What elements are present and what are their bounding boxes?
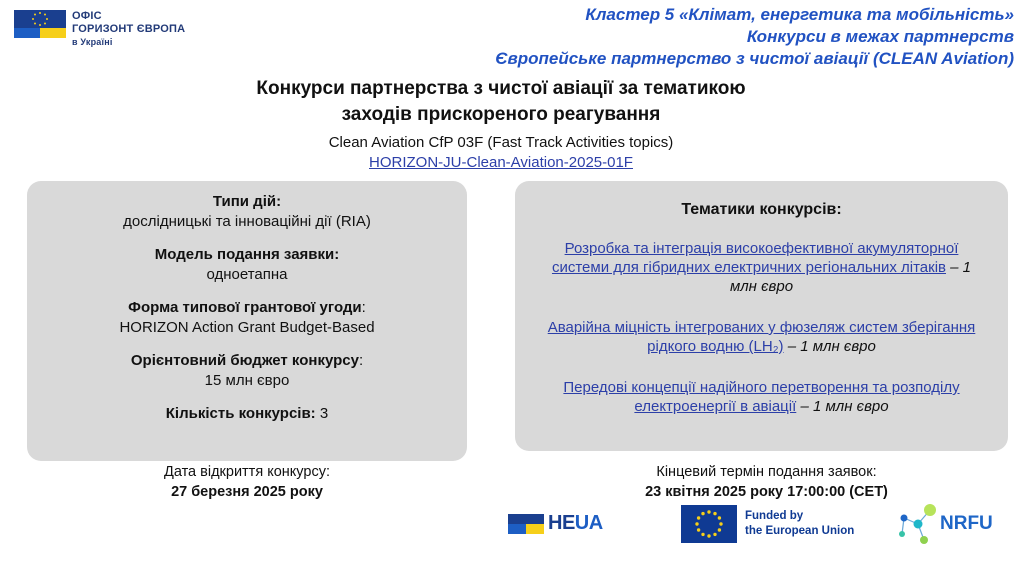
- submission-model-field: [27, 245, 467, 285]
- budget-label: Орієнтовний бюджет конкурсу: [130, 352, 359, 369]
- budget-field: [27, 351, 467, 391]
- topic-funding: – 1 млн євро: [796, 398, 889, 415]
- submission-model-label: Модель подання заявки:: [154, 246, 340, 263]
- budget-colon: :: [358, 352, 364, 369]
- eu-flag-icon: [681, 505, 737, 543]
- topics-heading: Тематики конкурсів:: [681, 201, 842, 218]
- eu-ukraine-flag-icon: [14, 10, 66, 38]
- topic-item: [542, 378, 982, 416]
- cluster-header: [495, 4, 1014, 70]
- call-count-value: 3: [315, 405, 329, 422]
- grant-agreement-colon: :: [361, 299, 366, 316]
- open-date-label: Дата відкриття конкурсу:: [164, 464, 330, 480]
- call-count-label: Кількість конкурсів:: [165, 405, 316, 422]
- budget-value: 15 млн євро: [204, 372, 290, 389]
- topic-funding: – 1 млн євро: [783, 338, 876, 355]
- heua-logo-ua: UA: [574, 512, 603, 534]
- office-logo-line1: ОФІС: [72, 10, 102, 22]
- action-type-label: Типи дій:: [212, 193, 282, 210]
- submission-model-value: одноетапна: [206, 266, 288, 283]
- deadline-label: Кінцевий термін подання заявок:: [656, 464, 877, 480]
- topic-link[interactable]: Аварійна міцність інтегрованих у фюзеляж систем зберігання рідкого водню (LH₂): [547, 319, 976, 355]
- eu-ukraine-flag-icon: [508, 514, 544, 534]
- topic-item: [542, 239, 982, 296]
- office-logo-line3: в Україні: [72, 37, 113, 47]
- cluster-header-line1: Кластер 5 «Клімат, енергетика та мобільність»: [585, 5, 1014, 24]
- heua-logo-text: [548, 512, 603, 535]
- action-type-value: дослідницькі та інноваційні дії (RIA): [123, 213, 371, 230]
- topic-link[interactable]: Передові концепції надійного перетворення та розподілу електроенергії в авіації: [563, 379, 960, 415]
- call-details-panel: [27, 181, 467, 461]
- office-logo-text: [72, 10, 185, 49]
- deadline-value: 23 квітня 2025 року 17:00:00 (CET): [645, 484, 888, 500]
- funded-by-eu-logo: [681, 505, 854, 543]
- topic-link[interactable]: Розробка та інтеграція високоефективної акумуляторної системи для гібридних електричних регіональних літаків: [551, 240, 959, 276]
- topic-item: [542, 318, 982, 356]
- grant-agreement-field: [27, 298, 467, 338]
- funded-line1: Funded by: [745, 510, 804, 522]
- funded-by-eu-text: [745, 509, 854, 539]
- horizon-europe-office-logo: [14, 10, 185, 49]
- deadline-date: [515, 462, 1018, 502]
- cluster-header-line3: Європейське партнерство з чистої авіації (CLEAN Aviation): [495, 49, 1014, 68]
- action-type-field: [27, 192, 467, 232]
- call-count-field: [27, 404, 467, 424]
- grant-agreement-value: HORIZON Action Grant Budget-Based: [119, 319, 375, 336]
- topic-funding: – 1 млн євро: [729, 259, 972, 295]
- heua-logo-he: HE: [548, 512, 575, 534]
- call-code-text: Clean Aviation CfP 03F (Fast Track Activities topics): [328, 134, 674, 151]
- call-topics-panel: [515, 181, 1008, 451]
- grant-agreement-label: Форма типової грантової угоди: [128, 299, 362, 316]
- page-title: [0, 76, 1024, 128]
- molecule-icon: [894, 500, 938, 548]
- nrfu-logo: [894, 500, 993, 548]
- funded-line2: the European Union: [745, 525, 855, 537]
- open-date-value: 27 березня 2025 року: [171, 484, 323, 500]
- cluster-header-line2: Конкурси в межах партнерств: [746, 27, 1014, 46]
- page-title-line2: заходів прискореного реагування: [341, 104, 661, 125]
- nrfu-logo-text: NRFU: [940, 513, 993, 534]
- heua-logo: [508, 512, 603, 535]
- office-logo-line2: ГОРИЗОНТ ЄВРОПА: [72, 23, 186, 35]
- page-title-line1: Конкурси партнерства з чистої авіації за тематикою: [256, 78, 746, 99]
- call-id-link[interactable]: HORIZON-JU-Clean-Aviation-2025-01F: [369, 154, 633, 171]
- open-date: [27, 462, 467, 502]
- call-subtitle: [0, 133, 1024, 173]
